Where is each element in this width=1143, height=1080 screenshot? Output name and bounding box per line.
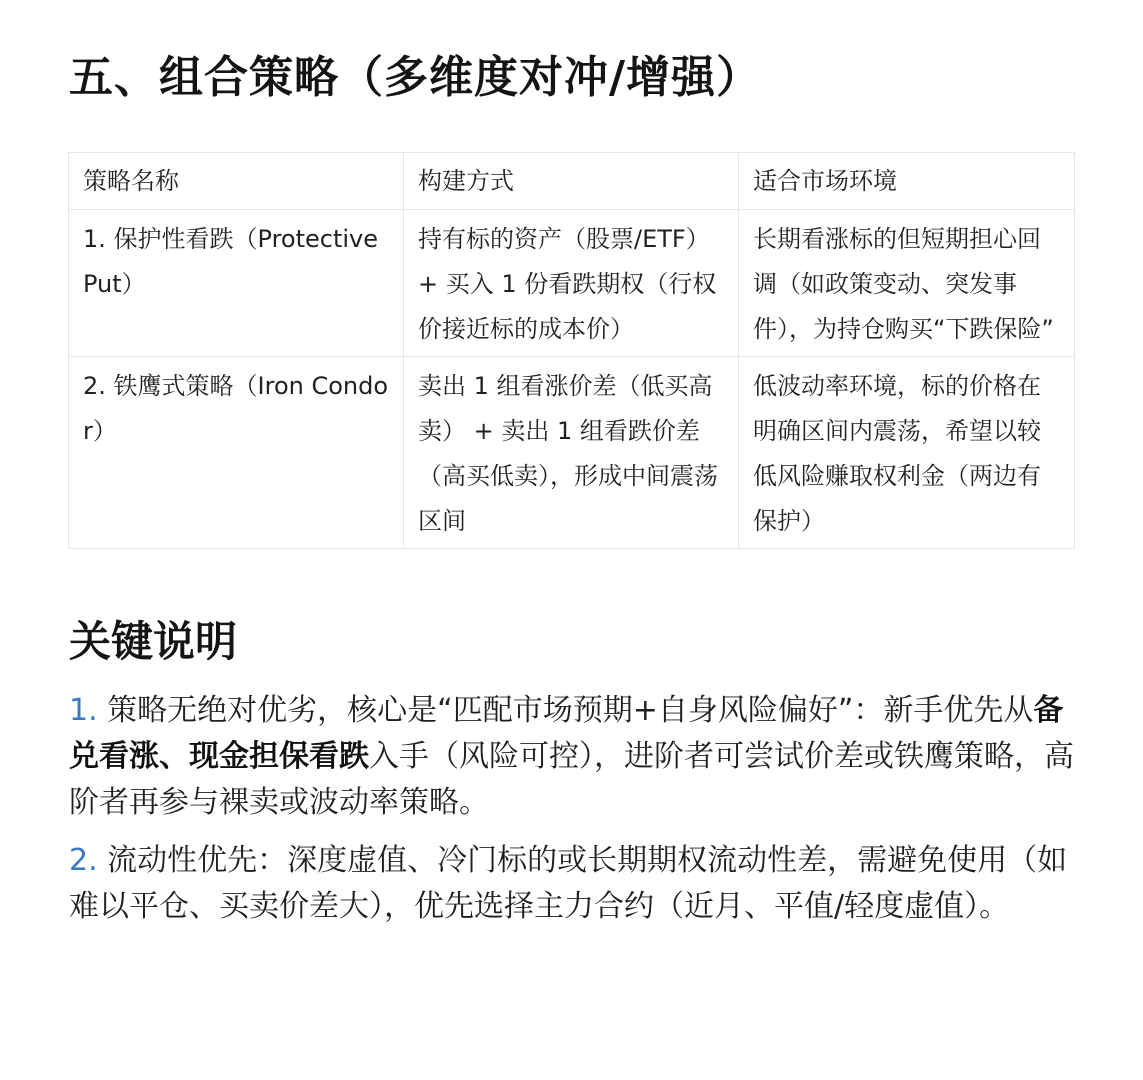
cell-market-environment: 低波动率环境，标的价格在明确区间内震荡，希望以较低风险赚取权利金（两边有保护） xyxy=(739,357,1075,549)
list-item-text: 策略无绝对优劣，核心是“匹配市场预期+自身风险偏好”：新手优先从 xyxy=(97,693,1034,728)
cell-strategy-name: 1. 保护性看跌（Protective Put） xyxy=(69,210,404,357)
table-row xyxy=(69,210,1075,357)
cell-market-environment: 长期看涨标的但短期担心回调（如政策变动、突发事件），为持仓购买“下跌保险” xyxy=(739,210,1075,357)
table-header-row xyxy=(69,153,1075,210)
list-item-number: 1. xyxy=(69,693,98,728)
header-strategy-name: 策略名称 xyxy=(69,153,404,210)
key-notes-list xyxy=(69,688,1075,942)
page-title: 五、组合策略（多维度对冲/增强） xyxy=(69,52,762,103)
table-row xyxy=(69,357,1075,549)
cell-strategy-name: 2. 铁鹰式策略（Iron Condor） xyxy=(69,357,404,549)
header-construction: 构建方式 xyxy=(404,153,739,210)
cell-construction: 卖出 1 组看涨价差（低买高卖） + 卖出 1 组看跌价差（高买低卖），形成中间震荡区间 xyxy=(404,357,739,549)
list-item-text: 流动性优先：深度虚值、冷门标的或长期期权流动性差，需避免使用（如难以平仓、买卖价差大），优先选择主力合约（近月、平值/轻度虚值）。 xyxy=(69,843,1068,924)
strategy-table xyxy=(68,152,1075,549)
list-item xyxy=(69,838,1075,930)
key-notes-title: 关键说明 xyxy=(69,617,238,666)
list-item xyxy=(69,688,1075,826)
cell-construction: 持有标的资产（股票/ETF）+ 买入 1 份看跌期权（行权价接近标的成本价） xyxy=(404,210,739,357)
list-item-text: 入手（风险可控），进阶者可尝试价差或铁鹰策略，高阶者再参与裸卖或波动率策略。 xyxy=(69,739,1074,820)
list-item-emphasis: 备兑看涨、现金担保看跌 xyxy=(69,693,1064,774)
list-item-number: 2. xyxy=(69,843,98,878)
header-market-environment: 适合市场环境 xyxy=(739,153,1075,210)
